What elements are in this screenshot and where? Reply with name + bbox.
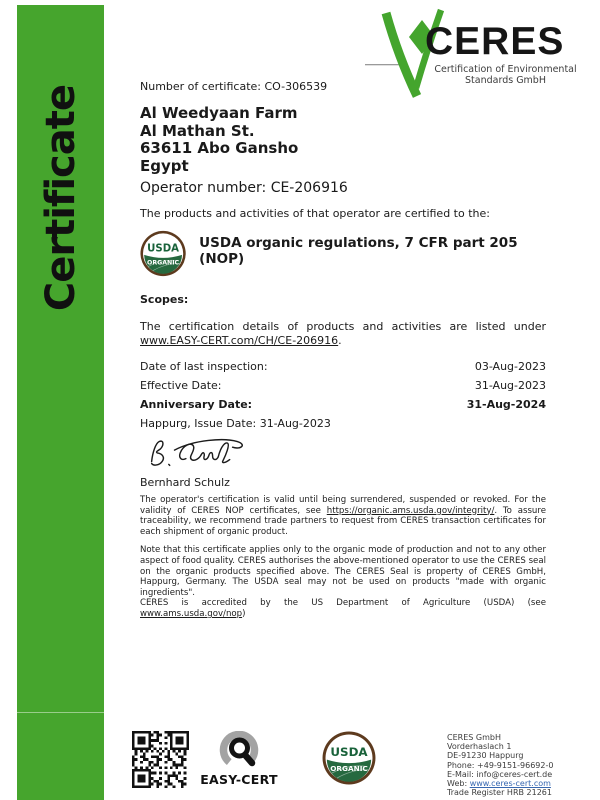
date-label: Effective Date: <box>140 379 222 392</box>
date-row-effective <box>140 379 546 392</box>
operator-name: Al Weedyaan Farm <box>140 104 298 122</box>
ceres-web-link[interactable]: www.ceres-cert.com <box>469 779 551 789</box>
magnifier-icon <box>216 731 262 772</box>
ceres-subtitle-line1: Certification of Environmental <box>434 64 577 75</box>
usda-seal-bottom-text: ORGANIC <box>330 763 368 773</box>
operator-country: Egypt <box>140 156 189 175</box>
certified-intro: The products and activities of that operator are certified to the: <box>140 207 490 220</box>
certificate-number-value: CO-306539 <box>264 80 328 93</box>
footer-address <box>447 733 553 797</box>
footer-web-label: Web: <box>447 779 470 789</box>
fine-print-p1 <box>140 495 546 537</box>
date-value: 31-Aug-2023 <box>474 379 546 392</box>
usda-seal-top-text: USDA <box>147 243 179 255</box>
standard-row <box>140 229 546 278</box>
dates-table <box>140 360 546 411</box>
fine-print-p1-text: The operator's certification is valid until being surrendered, suspended or revoked. For the validity of CERES NOP certificates, see <box>140 495 546 516</box>
operator-street: Al Mathan St. <box>140 121 255 140</box>
footer-street: Vorderhaslach 1 <box>447 742 512 752</box>
accreditation-line <box>140 598 546 619</box>
standard-name: USDA organic regulations, 7 CFR part 205 (NOP) <box>199 235 518 267</box>
footer-company: CERES GmbH <box>447 733 501 742</box>
easy-cert-label: EASY-CERT <box>200 772 278 787</box>
footer-city: DE-91230 Happurg <box>447 751 524 761</box>
page-seam-divider <box>17 712 104 713</box>
details-paragraph <box>140 320 546 347</box>
date-label: Date of last inspection: <box>140 360 268 373</box>
issue-date-line: Happurg, Issue Date: 31-Aug-2023 <box>140 417 331 430</box>
footer-phone: Phone: +49-9151-96692-0 <box>447 760 554 770</box>
easy-cert-url-link[interactable]: www.EASY-CERT.com/CH/CE-206916 <box>140 333 339 347</box>
easy-cert-logo <box>199 731 279 787</box>
footer-web-line <box>447 779 553 788</box>
ceres-wordmark: CERES <box>425 20 565 63</box>
fine-print-p2 <box>140 545 546 619</box>
nop-link[interactable]: www.ams.usda.gov/nop <box>140 608 243 619</box>
date-row-last-inspection <box>140 360 546 373</box>
signatory-name: Bernhard Schulz <box>140 476 230 489</box>
date-row-anniversary <box>140 398 546 411</box>
details-suffix: . <box>338 333 342 347</box>
certificate-vertical-title: Certificate <box>37 85 84 312</box>
usda-organic-seal-icon <box>140 229 186 278</box>
accreditation-suffix: ) <box>242 608 246 619</box>
footer-email: E-Mail: info@ceres-cert.de <box>447 769 553 779</box>
sidebar <box>17 5 104 800</box>
signature-image <box>140 432 268 472</box>
ceres-subtitle-line2: Standards GmbH <box>465 75 546 86</box>
date-value: 03-Aug-2023 <box>474 360 546 373</box>
details-text: The certification details of products and activities are listed under <box>140 320 546 333</box>
operator-city: 63611 Abo Gansho <box>140 139 299 157</box>
operator-number-label: Operator number: <box>140 180 267 196</box>
usda-seal-bottom-text: ORGANIC <box>147 259 180 267</box>
operator-address-block <box>140 105 546 175</box>
accreditation-text: CERES is accredited by the US Department of Agriculture (USDA) (see <box>140 598 546 609</box>
certificate-number-label: Number of certificate: <box>140 80 261 93</box>
footer-trade-register: Trade Register HRB 21261 <box>447 788 552 798</box>
operator-number-line <box>140 180 546 196</box>
fine-print-p2-text: Note that this certificate applies only to the organic mode of production and not to any other aspect of food quality. CERES authorises the above-mentioned operator to use the CERES seal on the organic products specified above. The CERES Seal is property of CERES GmbH, Happurg, Germany. The USDA seal may not be used on products "made with organic ingredients". <box>140 545 546 598</box>
integrity-link[interactable]: https://organic.ams.usda.gov/integrity/ <box>326 505 495 516</box>
fine-print-p1-after: . To assure traceability, we recommend trade partners to request from CERES transaction certificates for each shipment of organic product. <box>140 505 547 537</box>
scopes-label: Scopes: <box>140 293 189 306</box>
qr-code <box>132 731 189 788</box>
usda-seal-top-text: USDA <box>330 744 368 759</box>
footer-usda-organic-seal-icon <box>322 731 376 785</box>
date-label: Anniversary Date: <box>140 398 253 411</box>
date-value: 31-Aug-2024 <box>466 398 546 411</box>
main-content <box>140 0 546 620</box>
certificate-number-line <box>140 0 546 93</box>
operator-number-value: CE-206916 <box>270 180 348 196</box>
